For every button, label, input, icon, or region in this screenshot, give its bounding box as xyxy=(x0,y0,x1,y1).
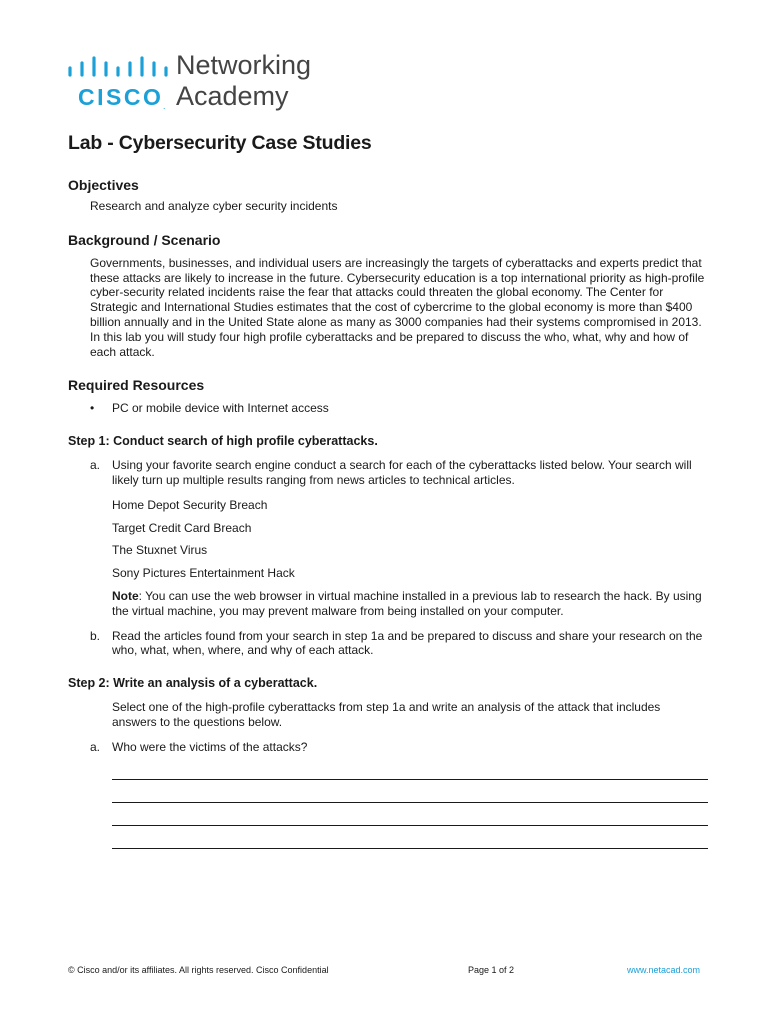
step1-b-text: Read the articles found from your search in step 1a and be prepared to discuss and share your research on the who, what, when, where, and why of each attack. xyxy=(112,628,703,658)
background-text: Governments, businesses, and individual users are increasingly the targets of cyberattacks and experts predict that these attacks are likely to increase in the future. Cybersecurity education is a top international priority as high-profile cyber-security related incidents raise the fear that attacks could threaten the global economy. The Center for Strategic and International Studies estimates that the cost of cybercrime to the global economy is more than $400 billion annually and in the United State alone as many as 3000 companies had their systems compromised in 2013. In this lab you will study four high profile cyberattacks and be prepared to discuss the who, what, why and how of each attack. xyxy=(90,255,705,359)
list-marker: a. xyxy=(90,739,101,754)
footer-copyright: © Cisco and/or its affiliates. All rights reserved. Cisco Confidential xyxy=(68,965,329,975)
page-footer xyxy=(68,965,708,977)
step2-a-text: Who were the victims of the attacks? xyxy=(112,739,308,754)
background-heading: Background / Scenario xyxy=(68,231,221,248)
answer-line[interactable] xyxy=(112,780,708,803)
page-title: Lab - Cybersecurity Case Studies xyxy=(68,132,372,154)
list-marker: a. xyxy=(90,458,101,473)
step1-a-text: Using your favorite search engine conduct a search for each of the cyberattacks listed below. Your search will likely turn up multiple results ranging from news articles to technical articles. xyxy=(112,458,692,487)
answer-line[interactable] xyxy=(112,803,708,826)
note-text: Note: You can use the web browser in virtual machine installed in a previous lab to research the hack. By using the virtual machine, you may prevent malware from being installed on your computer. xyxy=(112,588,702,618)
step1-heading: Step 1: Conduct search of high profile cyberattacks. xyxy=(68,434,378,449)
step2-item-a xyxy=(68,740,708,755)
cisco-bars-icon xyxy=(68,56,168,80)
footer-page-number: Page 1 of 2 xyxy=(468,965,515,975)
logo-networking-text: Networking xyxy=(176,50,312,80)
attack-list xyxy=(112,498,708,619)
step2-heading: Step 2: Write an analysis of a cyberattack. xyxy=(68,676,318,691)
objectives-text: Research and analyze cyber security incidents xyxy=(90,199,338,213)
resources-heading: Required Resources xyxy=(68,377,205,394)
objectives-heading: Objectives xyxy=(68,177,139,193)
resource-item: • PC or mobile device with Internet access xyxy=(90,401,708,416)
footer-website-link[interactable]: www.netacad.com xyxy=(626,965,700,975)
list-marker: b. xyxy=(90,628,101,643)
resources-list xyxy=(90,401,708,416)
step2-intro: Select one of the high-profile cyberattacks from step 1a and write an analysis of the attack that includes answers to the questions below. xyxy=(112,700,661,729)
attack-item: Sony Pictures Entertainment Hack xyxy=(112,566,295,581)
attack-item: Target Credit Card Breach xyxy=(112,520,252,535)
step1-item-b xyxy=(68,629,708,659)
attack-item: Home Depot Security Breach xyxy=(112,497,268,512)
answer-line[interactable] xyxy=(112,826,708,849)
attack-item: The Stuxnet Virus xyxy=(112,543,208,558)
document-body xyxy=(68,132,708,849)
cisco-networking-academy-logo xyxy=(68,50,368,114)
step1-item-a xyxy=(68,458,708,488)
answer-line[interactable] xyxy=(112,757,708,780)
note-label: Note xyxy=(112,588,139,603)
cisco-wordmark: CISCO. xyxy=(78,84,166,111)
logo-academy-text: Academy xyxy=(176,81,289,111)
answer-lines xyxy=(68,757,708,849)
